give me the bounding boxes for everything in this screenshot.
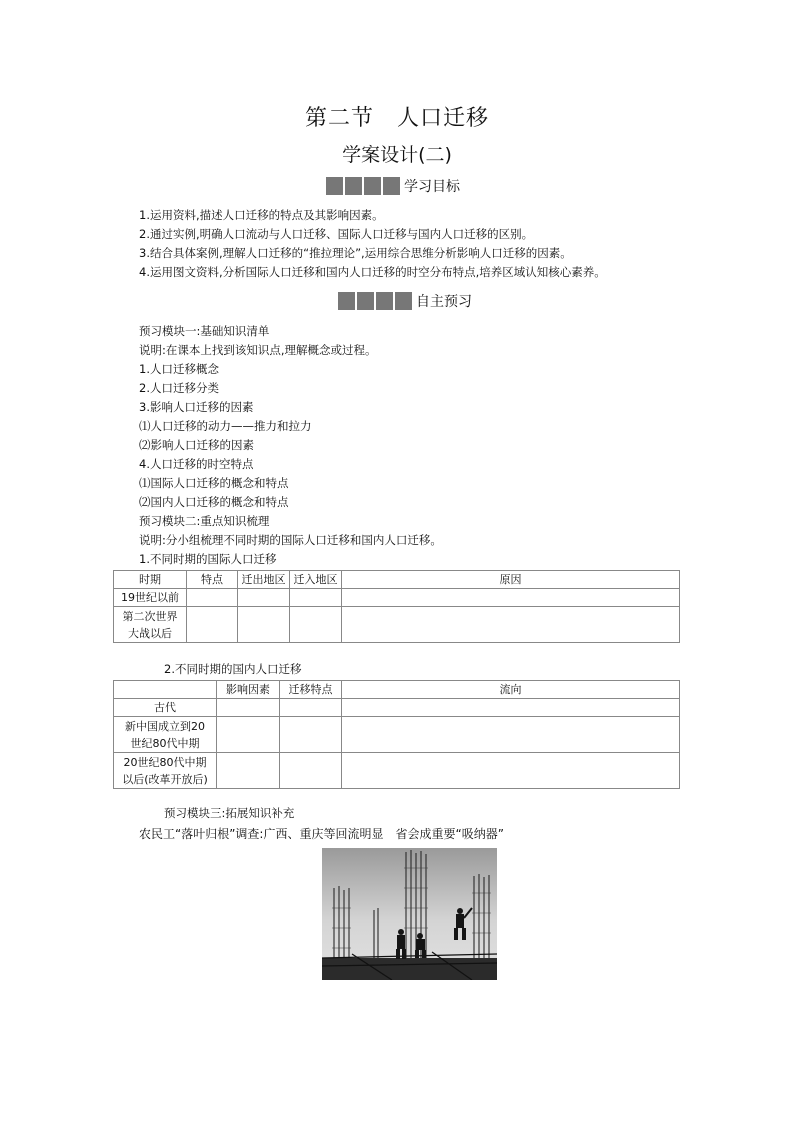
table-row [114,589,680,607]
empty-cell[interactable] [290,607,342,643]
heading-block-decoration [338,292,412,310]
row-label-line: 新中国成立到20 [125,719,205,733]
column-header: 特点 [187,571,238,589]
row-label-line: 20世纪80代中期 [123,755,207,769]
list-item: 4.人口迁移的时空特点 [139,457,254,471]
instruction-text: 说明:分小组梳理不同时期的国际人口迁移和国内人口迁移。 [139,533,442,547]
row-label [114,753,217,789]
objective-item: 4.运用图文资料,分析国际人口迁移和国内人口迁移的时空分布特点,培养区域认知核心素养。 [139,265,606,279]
objective-item: 1.运用资料,描述人口迁移的特点及其影响因素。 [139,208,384,222]
empty-cell[interactable] [217,699,280,717]
column-header: 影响因素 [217,681,280,699]
objectives-list [139,206,606,282]
row-label [114,717,217,753]
empty-cell[interactable] [280,753,342,789]
instruction-text: 说明:在课本上找到该知识点,理解概念或过程。 [139,343,377,357]
list-item: ⑵国内人口迁移的概念和特点 [139,495,289,509]
empty-cell[interactable] [217,753,280,789]
column-header: 时期 [114,571,187,589]
news-headline: 农民工“落叶归根”调查:广西、重庆等回流明显 省会成重要“吸纳器” [139,827,504,841]
column-header: 流向 [342,681,680,699]
table-caption: 2.不同时期的国内人口迁移 [164,662,302,676]
heading-block-decoration [326,177,400,195]
list-item: 2.人口迁移分类 [139,381,219,395]
domestic-migration-table [113,680,680,789]
table-header-row [114,681,680,699]
row-label-line: 第二次世界 [122,609,178,623]
page-subtitle: 学案设计(二) [342,144,452,166]
empty-cell[interactable] [280,717,342,753]
objective-item: 3.结合具体案例,理解人口迁移的“推拉理论”,运用综合思维分析影响人口迁移的因素。 [139,246,572,260]
table-row [114,607,680,643]
empty-cell[interactable] [342,717,680,753]
list-item: 3.影响人口迁移的因素 [139,400,254,414]
row-label: 古代 [114,699,217,717]
table-header-row [114,571,680,589]
empty-cell[interactable] [342,753,680,789]
preview-heading: 自主预习 [416,294,472,310]
empty-cell[interactable] [342,699,680,717]
empty-cell[interactable] [187,607,238,643]
row-label: 19世纪以前 [114,589,187,607]
list-item: ⑴人口迁移的动力——推力和拉力 [139,419,312,433]
empty-cell[interactable] [280,699,342,717]
column-header: 迁出地区 [238,571,290,589]
column-header: 原因 [342,571,680,589]
international-migration-table [113,570,680,643]
objectives-heading: 学习目标 [404,179,460,195]
table-row [114,753,680,789]
module-heading: 预习模块一:基础知识清单 [139,324,270,338]
objective-item: 2.通过实例,明确人口流动与人口迁移、国际人口迁移与国内人口迁移的区别。 [139,227,534,241]
table-caption: 1.不同时期的国际人口迁移 [139,552,277,566]
preview-header [338,291,472,311]
column-header [114,681,217,699]
table-row [114,717,680,753]
list-item: 1.人口迁移概念 [139,362,219,376]
empty-cell[interactable] [290,589,342,607]
module-heading: 预习模块三:拓展知识补充 [164,806,295,820]
column-header: 迁入地区 [290,571,342,589]
module-heading: 预习模块二:重点知识梳理 [139,514,270,528]
list-item: ⑵影响人口迁移的因素 [139,438,254,452]
row-label-line: 世纪80代中期 [130,736,200,750]
empty-cell[interactable] [342,607,680,643]
table-row [114,699,680,717]
empty-cell[interactable] [238,589,290,607]
empty-cell[interactable] [238,607,290,643]
row-label-line: 以后(改革开放后) [122,772,208,786]
empty-cell[interactable] [342,589,680,607]
objectives-header [326,176,460,196]
page-title: 第二节 人口迁移 [304,106,489,131]
column-header: 迁移特点 [280,681,342,699]
list-item: ⑴国际人口迁移的概念和特点 [139,476,289,490]
row-label [114,607,187,643]
preview-content [139,322,442,569]
empty-cell[interactable] [187,589,238,607]
row-label-line: 大战以后 [128,626,172,640]
construction-workers-photo [322,848,497,980]
empty-cell[interactable] [217,717,280,753]
